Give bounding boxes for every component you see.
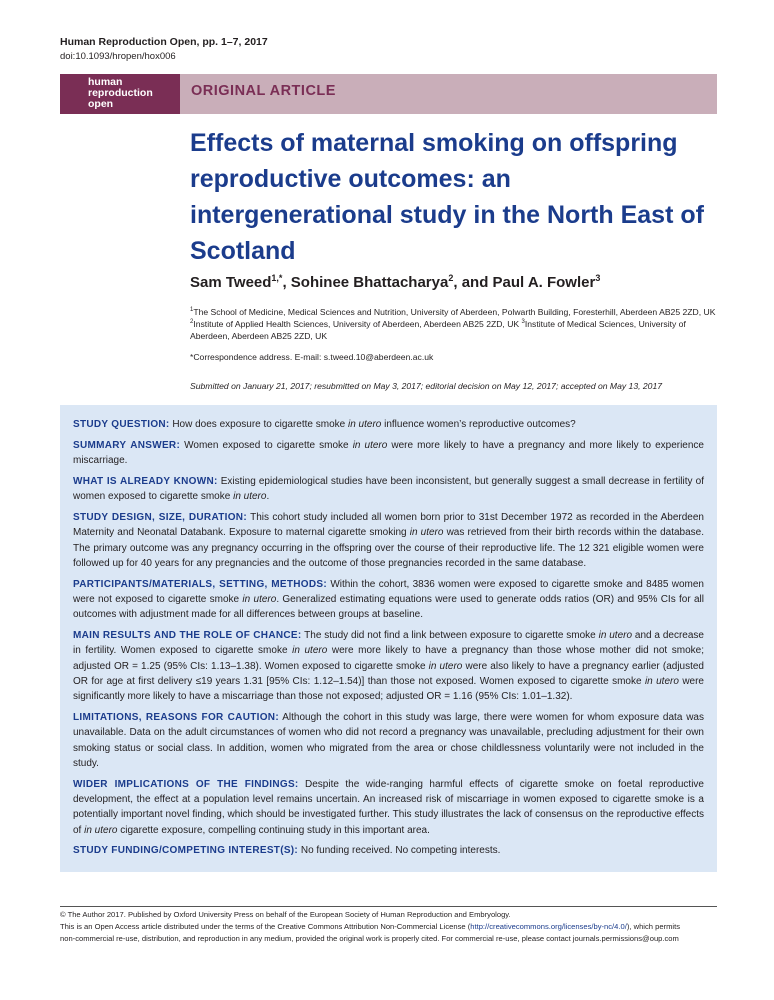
- text: cigarette exposure, compelling continuing study in this important area.: [117, 824, 430, 836]
- author-name: Sohinee Bhattacharya: [290, 274, 449, 291]
- italic-text: in utero: [352, 439, 388, 451]
- text: This cohort study included all women born prior to 31st December 1972 as recorded in the Aberdeen Maternity and Neonatal Databank. Exposure to maternal cigarette smoking: [73, 511, 704, 539]
- abstract-study-design: [73, 510, 704, 571]
- italic-text: in utero: [233, 491, 267, 503]
- author-affiliation-mark: 1,*: [271, 273, 283, 283]
- affiliation-mark: 1: [190, 307, 194, 314]
- copyright-line: © The Author 2017. Published by Oxford University Press on behalf of the European Society of Human Reproduction and Embryology.: [60, 910, 511, 919]
- text: Women exposed to cigarette smoke: [180, 439, 353, 451]
- text: . Generalized estimating equations were used to generate odds ratios (OR) and 95% CIs for all outcomes with adjustment made for all differences between groups at baseline.: [73, 593, 705, 621]
- affiliation-mark: 3: [521, 319, 525, 326]
- abstract-already-known: [73, 474, 704, 505]
- logo-line: human: [88, 76, 123, 88]
- abstract-participants-methods: [73, 577, 704, 623]
- section-heading: STUDY DESIGN, SIZE, DURATION:: [73, 511, 247, 523]
- abstract-study-question: [73, 417, 704, 432]
- text: The study did not find a link between exposure to cigarette smoke: [301, 630, 599, 642]
- italic-text: in utero: [428, 660, 463, 672]
- abstract-funding: [73, 843, 704, 858]
- article-type-label: ORIGINAL ARTICLE: [191, 83, 336, 99]
- text: Within the cohort, 3836 women were exposed to cigarette smoke and 8485 women were not exposed to cigarette smoke: [73, 578, 704, 605]
- author-list: [190, 274, 600, 291]
- abstract-limitations: [73, 710, 704, 771]
- journal-logo: [60, 74, 180, 114]
- text: This is an Open Access article distributed under the terms of the Creative Commons Attribution Non-Commercial License (: [60, 922, 471, 931]
- text: No funding received. No competing interests.: [298, 845, 501, 857]
- article-banner: [60, 74, 717, 114]
- abstract-summary-answer: [73, 438, 704, 469]
- section-heading: PARTICIPANTS/MATERIALS, SETTING, METHODS:: [73, 578, 327, 590]
- footer-divider: [60, 906, 717, 907]
- license-line: [60, 921, 680, 933]
- italic-text: in utero: [84, 824, 118, 836]
- text: ), which permits: [626, 922, 681, 931]
- journal-citation: Human Reproduction Open, pp. 1–7, 2017: [60, 36, 268, 48]
- section-heading: WHAT IS ALREADY KNOWN:: [73, 475, 218, 487]
- section-heading: STUDY QUESTION:: [73, 419, 170, 430]
- italic-text: in utero: [598, 630, 633, 642]
- text: Existing epidemiological studies have been inconsistent, but generally suggest a small decrease in fertility of women exposed to cigarette smoke: [73, 475, 704, 503]
- italic-text: in utero: [644, 675, 679, 687]
- doi: doi:10.1093/hropen/hox006: [60, 51, 176, 62]
- submission-dates: Submitted on January 21, 2017; resubmitted on May 3, 2017; editorial decision on May 12, 2017; accepted on May 13, 2017: [190, 381, 663, 391]
- text: were significantly more likely to have a miscarriage than those not exposed; adjusted OR = 1.16 (95% CIs: 1.01–1.32).: [73, 675, 704, 703]
- text: were more likely to have a pregnancy and more likely to experience miscarriage.: [73, 439, 704, 467]
- author-separator: ,: [282, 274, 291, 291]
- affiliation-text: Institute of Applied Health Sciences, University of Aberdeen, Aberdeen AB25 2ZD, UK: [193, 319, 520, 329]
- correspondence: *Correspondence address. E-mail: s.tweed.10@aberdeen.ac.uk: [190, 352, 434, 362]
- text: .: [266, 491, 270, 503]
- reuse-line: non-commercial re-use, distribution, and reproduction in any medium, provided the original work is properly cited. For commercial re-use, please contact journals.permissions@oup.com: [60, 934, 679, 943]
- text: were also likely to have a pregnancy earlier (adjusted OR for age at first delivery ≤19 years 1.31 [95% CIs: 1.12–1.54)] than those not exposed. Women exposed to cigarette smoke: [73, 660, 704, 687]
- text: How does exposure to cigarette smoke: [169, 419, 348, 430]
- author-affiliation-mark: 2: [448, 273, 454, 283]
- text: and a decrease in fertility. Women exposed to cigarette smoke: [73, 630, 704, 657]
- affiliation-text: Institute of Medical Sciences, University of Aberdeen, Aberdeen AB25 2ZD, UK: [190, 319, 686, 341]
- abstract-wider-implications: [73, 777, 704, 838]
- section-heading: MAIN RESULTS AND THE ROLE OF CHANCE:: [73, 630, 302, 642]
- italic-text: in utero: [292, 645, 328, 657]
- author-name: Paul A. Fowler: [492, 274, 596, 291]
- logo-line: open: [88, 98, 114, 110]
- section-heading: STUDY FUNDING/COMPETING INTEREST(S):: [73, 845, 299, 857]
- author-separator: , and: [453, 274, 493, 291]
- text: was retrieved from their birth records within the database. The primary outcome was any pregnancy occurring in the offspring over the course of their reproductive life. The 12 321 eligible women were followed up for 40 years for any pregnancies and the outcome of those pregnancies recorded in the same database.: [73, 527, 705, 569]
- author-name: Sam Tweed: [190, 274, 272, 291]
- text: were more likely to have a pregnancy than those whose mother did not smoke; adjusted OR = 1.25 (95% CIs: 1.13–1.38). Women exposed to cigarette smoke: [73, 645, 704, 672]
- section-heading: SUMMARY ANSWER:: [73, 439, 181, 451]
- italic-text: in utero: [347, 419, 382, 430]
- section-heading: LIMITATIONS, REASONS FOR CAUTION:: [73, 712, 279, 724]
- affiliation-mark: 2: [190, 319, 194, 326]
- section-heading: WIDER IMPLICATIONS OF THE FINDINGS:: [73, 778, 299, 790]
- affiliations: [190, 306, 720, 342]
- article-title: Effects of maternal smoking on offspring reproductive outcomes: an intergenerational study in the North East of Scotland: [190, 129, 704, 265]
- text: Despite the wide-ranging harmful effects of cigarette smoke on foetal reproductive development, the effect at a population level remains uncertain. An increased risk of miscarriage in women exposed to cigarette smoke is a potentially important novel finding, which should be investigated further. This study illustrates the lack of consensus on the reproductive effects of: [73, 778, 704, 836]
- structured-abstract: [60, 405, 717, 872]
- affiliation-text: The School of Medicine, Medical Sciences and Nutrition, University of Aberdeen, Polwarth Building, Foresterhill, Aberdeen AB25 2ZD, UK: [193, 307, 716, 317]
- text: influence women’s reproductive outcomes?: [381, 419, 576, 430]
- italic-text: in utero: [409, 527, 444, 539]
- text: Although the cohort in this study was large, there were women for whom exposure data was unavailable. Data on the adult circumstances of women who did not record a pregnancy was unavailable, precluding adjustment for their own smoking status or social class. In addition, women who migrated from the area or chose childlessness voluntarily were not included in the study.: [73, 712, 704, 769]
- license-link[interactable]: http://creativecommons.org/licenses/by-nc/4.0/: [470, 922, 627, 931]
- logo-line: reproduction: [88, 87, 153, 99]
- author-affiliation-mark: 3: [595, 273, 601, 283]
- abstract-main-results: [73, 628, 704, 704]
- italic-text: in utero: [242, 593, 277, 605]
